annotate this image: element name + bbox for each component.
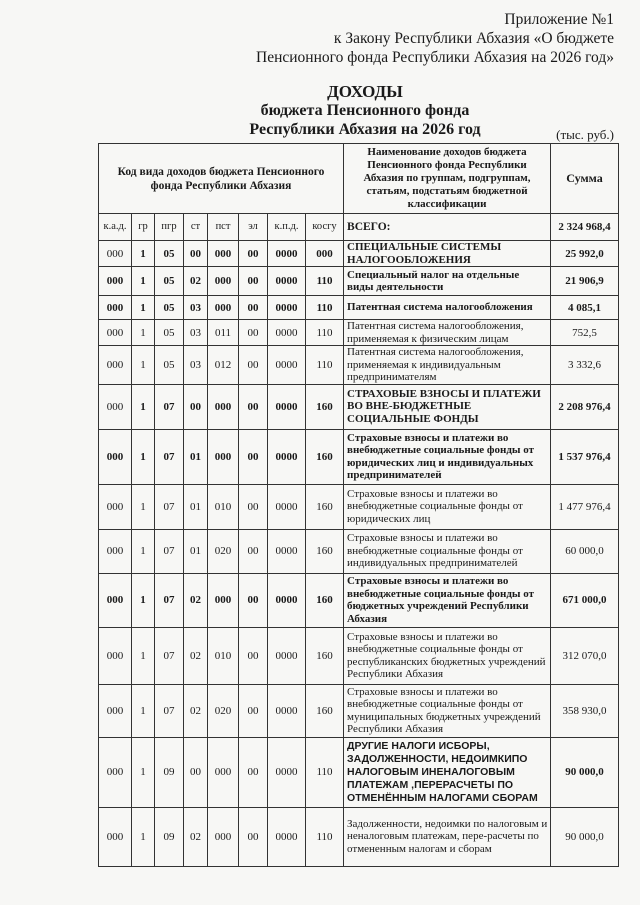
revenue-sum: 1 537 976,4 [551, 429, 619, 484]
code-pgr: 07 [155, 484, 184, 529]
code-pgr: 05 [155, 296, 184, 320]
document-title [200, 82, 530, 139]
revenue-sum: 90 000,0 [551, 737, 619, 807]
table-row [99, 296, 619, 320]
code-gr: 1 [132, 737, 155, 807]
table-row [99, 684, 619, 737]
table-row [99, 267, 619, 296]
subheader-pgr: пгр [155, 214, 184, 241]
code-pst: 010 [208, 627, 239, 684]
table-row [99, 573, 619, 627]
code-st: 02 [184, 573, 208, 627]
revenue-name: Страховые взносы и платежи во внебюджетные социальные фонды от юридических лиц [344, 484, 551, 529]
code-kosgu: 160 [306, 484, 344, 529]
header-row [99, 144, 619, 214]
table-row [99, 241, 619, 267]
subheader-st: ст [184, 214, 208, 241]
code-gr: 1 [132, 346, 155, 385]
code-pst: 000 [208, 267, 239, 296]
title-main: ДОХОДЫ [327, 82, 403, 101]
revenue-sum: 21 906,9 [551, 267, 619, 296]
code-kosgu: 110 [306, 320, 344, 346]
code-kad: 000 [99, 484, 132, 529]
code-kosgu: 160 [306, 384, 344, 429]
revenue-name: Страховые взносы и платежи во внебюджетные социальные фонды от муниципальных бюджетных учреждений Республики Абхазия [344, 684, 551, 737]
code-pst: 012 [208, 346, 239, 385]
revenue-name: Страховые взносы и платежи во внебюджетные социальные фонды от юридических лиц и индивидуальных предпринимателей [344, 429, 551, 484]
code-pst: 020 [208, 529, 239, 573]
header-code: Код вида доходов бюджета Пенсионного фонда Республики Абхазия [99, 144, 344, 214]
table-row [99, 484, 619, 529]
title-subtitle-2: Республики Абхазия на 2026 год [249, 121, 481, 138]
revenue-name: Патентная система налогообложения [344, 296, 551, 320]
revenue-sum: 60 000,0 [551, 529, 619, 573]
header-sum: Сумма [551, 144, 619, 214]
annex-number: Приложение №1 [504, 11, 614, 28]
code-pst: 000 [208, 737, 239, 807]
code-kosgu: 000 [306, 241, 344, 267]
code-pgr: 07 [155, 384, 184, 429]
code-el: 00 [239, 384, 268, 429]
table-row [99, 807, 619, 866]
table-row [99, 627, 619, 684]
revenue-name: Патентная система налогообложения, применяемая к индивидуальным предпринимателям [344, 346, 551, 385]
code-gr: 1 [132, 429, 155, 484]
code-kad: 000 [99, 737, 132, 807]
annex-law-reference: к Закону Республики Абхазия «О бюджете [333, 30, 614, 47]
code-kpd: 0000 [268, 807, 306, 866]
code-el: 00 [239, 429, 268, 484]
subheader-kad: к.а.д. [99, 214, 132, 241]
code-kpd: 0000 [268, 241, 306, 267]
code-kpd: 0000 [268, 684, 306, 737]
code-gr: 1 [132, 384, 155, 429]
table-row [99, 320, 619, 346]
code-gr: 1 [132, 267, 155, 296]
code-st: 03 [184, 346, 208, 385]
revenue-name: Специальный налог на отдельные виды деятельности [344, 267, 551, 296]
code-kpd: 0000 [268, 529, 306, 573]
subheader-gr: гр [132, 214, 155, 241]
code-st: 01 [184, 529, 208, 573]
code-pgr: 07 [155, 684, 184, 737]
code-pst: 000 [208, 429, 239, 484]
total-sum: 2 324 968,4 [551, 214, 619, 241]
code-kad: 000 [99, 429, 132, 484]
code-pst: 020 [208, 684, 239, 737]
revenue-name: СТРАХОВЫЕ ВЗНОСЫ И ПЛАТЕЖИ ВО ВНЕ-БЮДЖЕТНЫЕ СОЦИАЛЬНЫЕ ФОНДЫ [344, 384, 551, 429]
code-el: 00 [239, 573, 268, 627]
code-pgr: 09 [155, 807, 184, 866]
code-el: 00 [239, 296, 268, 320]
code-pgr: 05 [155, 346, 184, 385]
code-pst: 000 [208, 241, 239, 267]
annex-law-title: Пенсионного фонда Республики Абхазия на 2026 год» [256, 49, 614, 66]
code-el: 00 [239, 320, 268, 346]
code-kad: 000 [99, 320, 132, 346]
code-kosgu: 110 [306, 346, 344, 385]
revenue-name: Задолженности, недоимки по налоговым и неналоговым платежам, пере-расчеты по отмененным налогам и сборам [344, 807, 551, 866]
code-pgr: 05 [155, 267, 184, 296]
code-pst: 011 [208, 320, 239, 346]
code-st: 00 [184, 737, 208, 807]
code-kad: 000 [99, 684, 132, 737]
code-st: 00 [184, 241, 208, 267]
code-kpd: 0000 [268, 296, 306, 320]
code-kpd: 0000 [268, 346, 306, 385]
revenue-name: СПЕЦИАЛЬНЫЕ СИСТЕМЫ НАЛОГООБЛОЖЕНИЯ [344, 241, 551, 267]
code-el: 00 [239, 529, 268, 573]
code-st: 02 [184, 267, 208, 296]
code-kosgu: 160 [306, 627, 344, 684]
code-kosgu: 110 [306, 296, 344, 320]
code-kpd: 0000 [268, 627, 306, 684]
code-gr: 1 [132, 807, 155, 866]
code-pgr: 05 [155, 241, 184, 267]
table-row [99, 346, 619, 385]
subheader-pst: пст [208, 214, 239, 241]
code-el: 00 [239, 737, 268, 807]
table-row [99, 429, 619, 484]
code-kpd: 0000 [268, 267, 306, 296]
code-el: 00 [239, 267, 268, 296]
revenue-name: Страховые взносы и платежи во внебюджетные социальные фонды от республиканских бюджетных учреждений Республики Абхазия [344, 627, 551, 684]
revenue-sum: 312 070,0 [551, 627, 619, 684]
code-el: 00 [239, 241, 268, 267]
code-kad: 000 [99, 807, 132, 866]
subheader-row [99, 214, 619, 241]
code-kosgu: 110 [306, 737, 344, 807]
subheader-el: эл [239, 214, 268, 241]
revenue-name: Страховые взносы и платежи во внебюджетные социальные фонды от бюджетных учреждений Республики Абхазия [344, 573, 551, 627]
code-gr: 1 [132, 529, 155, 573]
revenue-sum: 752,5 [551, 320, 619, 346]
code-kad: 000 [99, 296, 132, 320]
subheader-kosgu: косгу [306, 214, 344, 241]
code-pst: 000 [208, 807, 239, 866]
code-kosgu: 160 [306, 573, 344, 627]
code-pgr: 07 [155, 627, 184, 684]
code-el: 00 [239, 484, 268, 529]
code-gr: 1 [132, 241, 155, 267]
revenue-name: Патентная система налогообложения, применяемая к физическим лицам [344, 320, 551, 346]
code-el: 00 [239, 627, 268, 684]
code-pgr: 07 [155, 529, 184, 573]
code-pst: 000 [208, 384, 239, 429]
code-kpd: 0000 [268, 384, 306, 429]
table-row [99, 529, 619, 573]
revenue-sum: 1 477 976,4 [551, 484, 619, 529]
code-kad: 000 [99, 241, 132, 267]
code-st: 03 [184, 320, 208, 346]
revenue-name: Страховые взносы и платежи во внебюджетные социальные фонды от индивидуальных предпринимателей [344, 529, 551, 573]
code-kpd: 0000 [268, 573, 306, 627]
code-st: 01 [184, 484, 208, 529]
code-pst: 000 [208, 573, 239, 627]
revenue-sum: 671 000,0 [551, 573, 619, 627]
code-el: 00 [239, 684, 268, 737]
code-st: 03 [184, 296, 208, 320]
code-pgr: 05 [155, 320, 184, 346]
code-kpd: 0000 [268, 429, 306, 484]
code-kpd: 0000 [268, 320, 306, 346]
revenue-table [98, 143, 619, 867]
code-kad: 000 [99, 529, 132, 573]
units-label: (тыс. руб.) [556, 127, 614, 142]
code-st: 02 [184, 684, 208, 737]
code-gr: 1 [132, 320, 155, 346]
code-kad: 000 [99, 346, 132, 385]
revenue-name: ДРУГИЕ НАЛОГИ ИСБОРЫ, ЗАДОЛЖЕННОСТИ, НЕДОИМКИПО НАЛОГОВЫМ ИНЕНАЛОГОВЫМ ПЛАТЕЖАМ ,ПЕРЕРАСЧЕТЫ ПО ОТМЕНЁННЫМ НАЛОГАМИ СБОРАМ [344, 737, 551, 807]
code-el: 00 [239, 807, 268, 866]
code-kosgu: 160 [306, 429, 344, 484]
code-kosgu: 160 [306, 529, 344, 573]
code-pst: 010 [208, 484, 239, 529]
total-label: ВСЕГО: [344, 214, 551, 241]
code-el: 00 [239, 346, 268, 385]
code-gr: 1 [132, 684, 155, 737]
revenue-sum: 90 000,0 [551, 807, 619, 866]
code-pgr: 07 [155, 573, 184, 627]
title-subtitle-1: бюджета Пенсионного фонда [260, 102, 470, 119]
code-kosgu: 110 [306, 267, 344, 296]
code-kad: 000 [99, 627, 132, 684]
table-row [99, 737, 619, 807]
code-kad: 000 [99, 267, 132, 296]
annex-caption [256, 10, 614, 67]
code-pst: 000 [208, 296, 239, 320]
code-kpd: 0000 [268, 484, 306, 529]
revenue-sum: 2 208 976,4 [551, 384, 619, 429]
code-kad: 000 [99, 573, 132, 627]
code-st: 02 [184, 807, 208, 866]
revenue-sum: 3 332,6 [551, 346, 619, 385]
code-gr: 1 [132, 296, 155, 320]
code-kosgu: 160 [306, 684, 344, 737]
revenue-sum: 358 930,0 [551, 684, 619, 737]
code-kosgu: 110 [306, 807, 344, 866]
code-st: 00 [184, 384, 208, 429]
code-gr: 1 [132, 627, 155, 684]
revenue-sum: 25 992,0 [551, 241, 619, 267]
table-row [99, 384, 619, 429]
code-st: 02 [184, 627, 208, 684]
code-gr: 1 [132, 573, 155, 627]
subheader-kpd: к.п.д. [268, 214, 306, 241]
header-name: Наименование доходов бюджета Пенсионного фонда Республики Абхазия по группам, подгруппам, статьям, подстатьям бюджетной классификации [344, 144, 551, 214]
code-st: 01 [184, 429, 208, 484]
code-gr: 1 [132, 484, 155, 529]
code-pgr: 09 [155, 737, 184, 807]
revenue-sum: 4 085,1 [551, 296, 619, 320]
code-pgr: 07 [155, 429, 184, 484]
code-kpd: 0000 [268, 737, 306, 807]
code-kad: 000 [99, 384, 132, 429]
